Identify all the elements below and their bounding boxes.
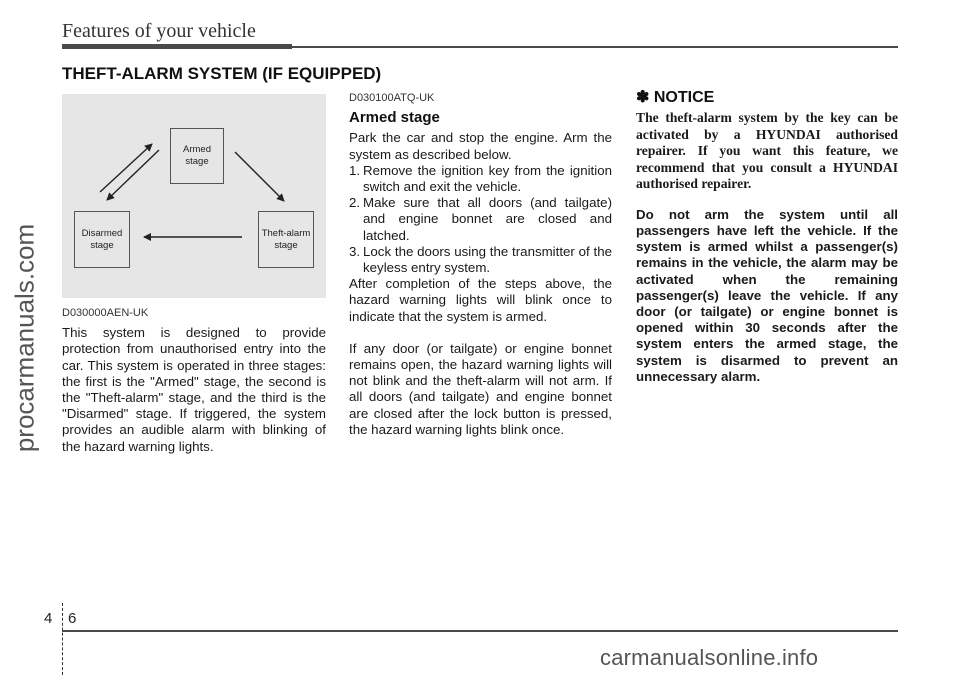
arrow-disarmed-to-armed [100, 144, 152, 192]
theft-alarm-stage-box: Theft-alarm stage [258, 211, 314, 268]
arrow-armed-to-theft [235, 152, 284, 201]
notice-column [636, 90, 898, 385]
middle-column [349, 90, 612, 438]
step-text: Lock the doors using the transmitter of the keyless entry system. [363, 243, 612, 276]
armed-confirmation-text: After completion of the steps above, the hazard warning lights will blink once to indicate that the system is armed. [349, 276, 612, 324]
notice-bold-text: Do not arm the system until all passengers have left the vehicle. If the system is armed whilst a passenger(s) remains in the vehicle, the alarm may be activated when the remaining passenger(s) leave the vehicle. If any door (or tailgate) or engine bonnet is opened within 30 seconds after the system enters the armed stage, the system is disarmed to prevent an unnecessary alarm. [636, 206, 898, 384]
left-column [62, 305, 326, 455]
notice-serif-text: The theft-alarm system by the key can be activated by a HYUNDAI authorised repairer. If you want this feature, we recommend that you consult a HYUNDAI authorised repairer. [636, 110, 898, 192]
footer-watermark: carmanualsonline.info [600, 645, 819, 670]
arming-steps [349, 163, 612, 276]
arrow-armed-to-disarmed [107, 150, 159, 200]
page-number: 6 [68, 610, 77, 627]
disarmed-stage-box: Disarmed stage [74, 211, 130, 268]
arming-step [349, 163, 612, 195]
header-title: Features of your vehicle [62, 20, 256, 42]
arming-step [349, 195, 612, 244]
header-rule-thick [62, 44, 292, 49]
armed-stage-box: Armed stage [170, 128, 224, 184]
chapter-number: 4 [44, 610, 53, 627]
notice-title: NOTICE [653, 89, 715, 106]
footer-dashed-divider [62, 603, 63, 675]
notice-star-icon: ✽ [636, 89, 650, 106]
step-text: Remove the ignition key from the ignition switch and exit the vehicle. [363, 162, 612, 195]
side-watermark-text: procarmanuals.com [9, 223, 40, 453]
arming-step [349, 244, 612, 276]
step-number: 3. [349, 243, 361, 259]
side-watermark [0, 0, 53, 675]
notice-heading [636, 90, 898, 106]
step-number: 1. [349, 162, 361, 178]
header-rule-thin [292, 46, 898, 48]
open-door-text: If any door (or tailgate) or engine bonnet remains open, the hazard warning lights will not blink and the theft-alarm will not arm. If all doors (and tailgate) and engine bonnet are closed after the lock button is pressed, the hazard warning lights blink once. [349, 340, 612, 437]
armed-stage-code: D030100ATQ-UK [349, 92, 435, 104]
intro-paragraph: This system is designed to provide protection from unauthorised entry into the car. This system is operated in three stages: the first is the "Armed" stage, the second is the "Theft-alarm" stage, and the third is the "Disarmed" stage. If triggered, the system provides an audible alarm with blinking of the hazard warning lights. [62, 325, 326, 454]
theft-alarm-stage-diagram [62, 94, 326, 298]
section-title: THEFT-ALARM SYSTEM (IF EQUIPPED) [62, 64, 382, 83]
section-code: D030000AEN-UK [62, 307, 149, 319]
footer-rule [62, 630, 898, 632]
step-text: Make sure that all doors (and tailgate) and engine bonnet are closed and latched. [363, 195, 612, 243]
armed-stage-heading: Armed stage [349, 109, 440, 127]
step-number: 2. [349, 195, 361, 211]
armed-stage-intro: Park the car and stop the engine. Arm the system as described below. [349, 130, 612, 162]
